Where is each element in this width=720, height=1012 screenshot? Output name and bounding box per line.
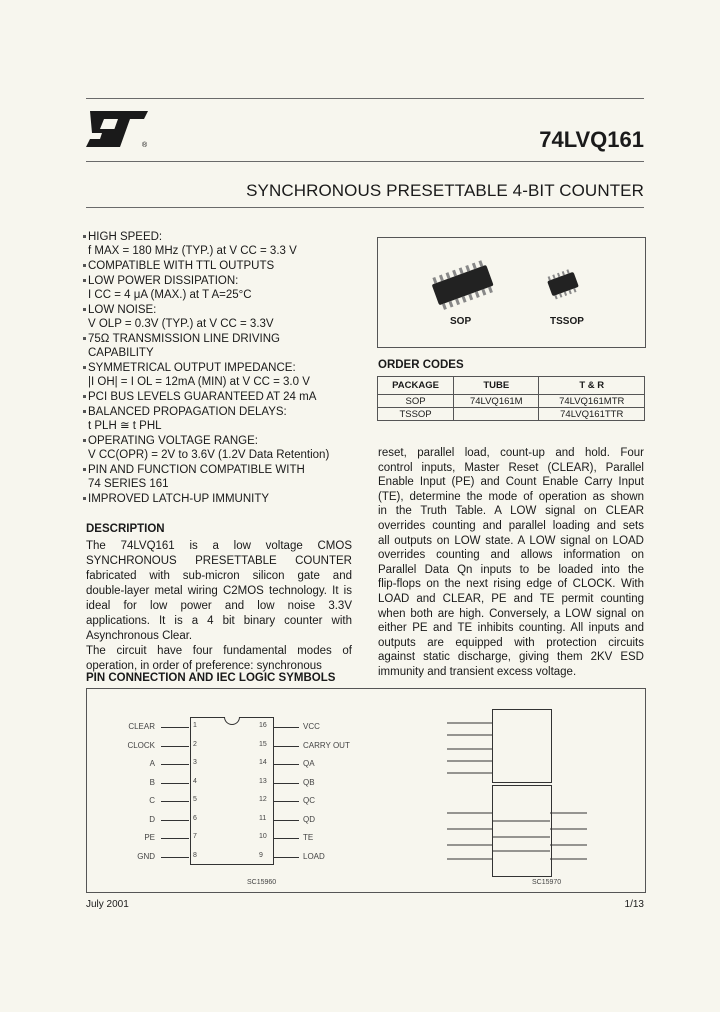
pin-number: 13 — [259, 777, 267, 785]
pin-name: TE — [303, 833, 314, 842]
pin-name: CLOCK — [127, 740, 155, 750]
pin-name: QD — [303, 814, 315, 824]
pin-number: 6 — [193, 814, 197, 822]
feature-item — [88, 274, 252, 302]
description-body — [86, 539, 352, 674]
pin-lead — [161, 764, 189, 765]
pin-name: PE — [144, 833, 155, 842]
description-line: overrides counting and parallel loading and sets — [378, 519, 644, 532]
order-header-tr: T & R — [539, 377, 645, 395]
bullet-icon — [83, 308, 86, 311]
pin-name: B — [149, 777, 155, 787]
right-pin — [255, 832, 365, 844]
tssop-label: TSSOP — [550, 316, 584, 327]
feature-line: SYMMETRICAL OUTPUT IMPEDANCE: — [88, 362, 296, 374]
sop-label: SOP — [450, 316, 472, 327]
feature-item — [88, 434, 329, 462]
order-header-tube: TUBE — [454, 377, 539, 395]
pin-lead — [273, 801, 299, 802]
bullet-icon — [83, 468, 86, 471]
left-pin — [107, 814, 207, 826]
description-line: double-layer metal wiring C2MOS technology. It is — [86, 585, 352, 597]
pin-name: D — [149, 814, 155, 824]
pin-lead — [273, 857, 299, 858]
pin-lead — [161, 727, 189, 728]
bullet-icon — [83, 395, 86, 398]
description-line: Asynchronous Clear. — [86, 630, 193, 642]
feature-detail: V CC(OPR) = 2V to 3.6V (1.2V Data Retention) — [88, 449, 330, 462]
feature-detail: f MAX = 180 MHz (TYP.) at V CC = 3.3 V — [88, 245, 297, 258]
pin-number: 11 — [259, 814, 267, 822]
right-pin — [255, 721, 365, 733]
feature-line: LOW POWER DISSIPATION: — [88, 275, 239, 287]
feature-item — [88, 405, 287, 433]
feature-detail: 74 SERIES 161 — [88, 478, 169, 491]
pin-number: 1 — [193, 722, 197, 729]
right-pin — [255, 777, 365, 789]
left-caption: SC15960 — [247, 879, 277, 886]
right-pin — [255, 795, 365, 807]
feature-line: COMPATIBLE WITH TTL OUTPUTS — [88, 260, 275, 272]
footer-date: July 2001 — [86, 899, 129, 910]
pin-number: 8 — [193, 851, 197, 859]
table-row: SOP 74LVQ161M 74LVQ161MTR — [378, 395, 645, 408]
bullet-icon — [83, 439, 86, 442]
bullet-icon — [83, 410, 86, 413]
bullet-icon — [83, 497, 86, 500]
feature-detail: I CC = 4 μA (MAX.) at T A=25°C — [88, 289, 252, 302]
feature-item — [88, 463, 305, 491]
description-line: control inputs, Master Reset (CLEAR), Parallel — [378, 461, 644, 474]
pin-lead — [161, 857, 189, 858]
description-line: applications. It is a 4 bit binary counter with — [86, 615, 352, 627]
feature-line: PCI BUS LEVELS GUARANTEED AT 24 mA — [88, 391, 317, 403]
feature-detail: |I OH| = I OL = 12mA (MIN) at V CC = 3.0 V — [88, 376, 310, 389]
top-rule — [86, 98, 644, 99]
header-rule — [86, 161, 644, 162]
feature-detail: t PLH ≅ t PHL — [88, 420, 162, 433]
description-line: SYNCHRONOUS PRESETTABLE COUNTER — [86, 555, 352, 567]
pin-number: 7 — [193, 833, 197, 840]
left-pin — [107, 740, 207, 752]
pin-number: 4 — [193, 777, 197, 785]
bullet-icon — [83, 337, 86, 340]
description-line: (TE), determine the mode of operation as shown — [378, 490, 644, 503]
left-pin — [107, 721, 207, 733]
description-line: flip-flops on the next rising edge of CLOCK. With — [378, 578, 644, 591]
pin-diagram-box — [86, 688, 646, 893]
description-line: either PE and TE inhibits counting. All inputs and — [378, 622, 644, 635]
pin-lead — [273, 838, 299, 839]
sop-package-image — [428, 258, 498, 314]
pin-number: 12 — [259, 796, 267, 803]
description-line: Enable Input (PE) and Count Enable Carry Input — [378, 476, 644, 489]
description-continued — [378, 446, 644, 680]
pin-number: 14 — [259, 759, 267, 766]
iec-wires — [427, 709, 607, 879]
page-number: 1/13 — [624, 899, 644, 910]
description-line: operation, in order of preference: synchronous — [86, 660, 322, 672]
pin-lead — [161, 820, 189, 821]
pin-number: 5 — [193, 796, 197, 803]
pin-number: 2 — [193, 740, 197, 748]
description-line: LOAD and CLEAR, PE and TE permit counting — [378, 592, 644, 605]
description-line: against static discharge, giving them 2KV ESD — [378, 651, 644, 664]
pin-number: 9 — [259, 851, 263, 859]
bullet-icon — [83, 279, 86, 282]
left-pin — [107, 832, 207, 844]
title-rule — [86, 207, 644, 208]
description-line: immunity and transient excess voltage. — [378, 665, 577, 678]
description-line: when both are high. Conversely, a LOW signal on — [378, 607, 644, 620]
pin-number: 10 — [259, 833, 267, 840]
feature-item — [88, 361, 310, 389]
feature-line: LOW NOISE: — [88, 304, 157, 316]
pin-name: VCC — [303, 722, 320, 731]
package-box — [377, 237, 646, 348]
feature-line: BALANCED PROPAGATION DELAYS: — [88, 406, 287, 418]
description-line: The 74LVQ161 is a low voltage CMOS — [86, 540, 352, 552]
tssop-package-image — [543, 264, 583, 304]
bullet-icon — [83, 264, 86, 267]
dip-notch — [224, 717, 240, 725]
bullet-icon — [83, 235, 86, 238]
description-line: all outputs on LOW state. A LOW signal on LOAD — [378, 534, 644, 547]
left-pin — [107, 795, 207, 807]
description-line: reset, parallel load, count-up and hold. Four — [378, 447, 644, 459]
page-title: SYNCHRONOUS PRESETTABLE 4-BIT COUNTER — [246, 181, 644, 200]
pin-lead — [273, 820, 299, 821]
pin-lead — [161, 746, 189, 747]
order-codes-table — [377, 376, 645, 421]
order-header-package: PACKAGE — [378, 377, 454, 395]
order-codes-heading: ORDER CODES — [378, 359, 464, 371]
table-row: TSSOP 74LVQ161TTR — [378, 408, 645, 421]
description-line: fabricated with sub-micron silicon gate and — [86, 570, 352, 582]
feature-line: IMPROVED LATCH-UP IMMUNITY — [88, 493, 270, 505]
feature-item — [88, 259, 274, 273]
pin-name: QA — [303, 759, 315, 768]
left-pin — [107, 758, 207, 770]
part-number: 74LVQ161 — [539, 127, 644, 152]
description-line: overrides counting and allows information on — [378, 549, 644, 562]
feature-detail: V OLP = 0.3V (TYP.) at V CC = 3.3V — [88, 318, 274, 331]
pin-number: 3 — [193, 759, 197, 766]
right-pin — [255, 851, 365, 863]
pin-lead — [273, 764, 299, 765]
pin-lead — [161, 801, 189, 802]
pin-name: A — [149, 759, 155, 768]
description-line: Parallel Data Qn inputs to be loaded into the — [378, 563, 644, 576]
pin-name: CLEAR — [128, 722, 155, 731]
description-line: ideal for low power and low noise 3.3V — [86, 600, 352, 612]
feature-item — [88, 390, 316, 404]
pin-name: QC — [303, 796, 315, 805]
description-line: The circuit have four fundamental modes of — [86, 645, 352, 657]
pin-lead — [273, 727, 299, 728]
right-pin — [255, 814, 365, 826]
left-pin — [107, 777, 207, 789]
pin-lead — [273, 783, 299, 784]
pin-lead — [161, 783, 189, 784]
pin-name: GND — [137, 851, 155, 861]
feature-line: PIN AND FUNCTION COMPATIBLE WITH — [88, 464, 305, 476]
right-pin — [255, 758, 365, 770]
right-pin — [255, 740, 365, 752]
pin-name: CARRY OUT — [303, 740, 350, 750]
bullet-icon — [83, 366, 86, 369]
pin-name: QB — [303, 777, 315, 787]
pin-section-heading: PIN CONNECTION AND IEC LOGIC SYMBOLS — [86, 672, 336, 684]
feature-detail: CAPABILITY — [88, 347, 154, 360]
left-pin — [107, 851, 207, 863]
feature-line: 75Ω TRANSMISSION LINE DRIVING — [88, 333, 280, 345]
right-caption: SC15970 — [532, 879, 562, 886]
feature-item — [88, 230, 297, 258]
st-logo — [86, 109, 152, 149]
feature-item — [88, 492, 269, 506]
feature-item — [88, 332, 280, 360]
description-line: outputs are equipped with protection circuits — [378, 636, 644, 649]
pin-name: LOAD — [303, 851, 325, 861]
feature-line: OPERATING VOLTAGE RANGE: — [88, 435, 258, 447]
feature-line: HIGH SPEED: — [88, 231, 163, 243]
pin-lead — [161, 838, 189, 839]
description-line: in the Truth Table. A LOW signal on CLEAR — [378, 505, 644, 518]
pin-lead — [273, 746, 299, 747]
pin-number: 15 — [259, 740, 267, 748]
pin-number: 16 — [259, 722, 267, 729]
feature-item — [88, 303, 274, 331]
description-heading: DESCRIPTION — [86, 523, 165, 535]
pin-name: C — [149, 796, 155, 805]
svg-text:®: ® — [142, 142, 148, 149]
